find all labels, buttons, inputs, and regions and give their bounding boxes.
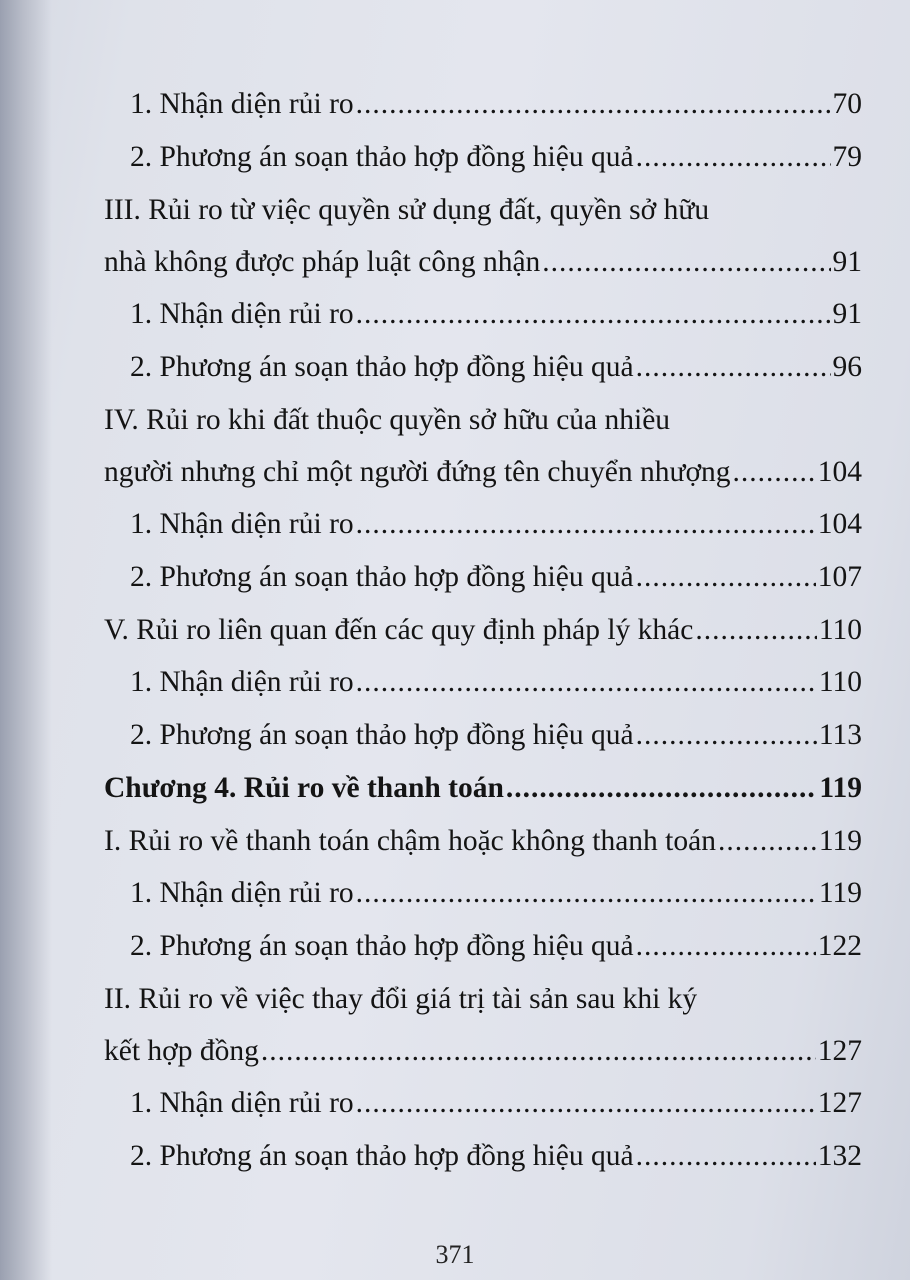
toc-entry-page-number: 127 xyxy=(817,1035,862,1067)
toc-entry-title: nhà không được pháp luật công nhận xyxy=(104,246,541,278)
dot-leader xyxy=(636,920,816,973)
toc-entry xyxy=(104,920,862,973)
toc-entry xyxy=(104,131,862,184)
dot-leader xyxy=(718,815,817,867)
dot-leader xyxy=(356,656,817,709)
dot-leader xyxy=(636,1130,816,1183)
toc-entry xyxy=(104,973,862,1077)
toc-entry xyxy=(104,656,862,709)
toc-entry-title: Chương 4. Rủi ro về thanh toán xyxy=(104,772,504,804)
toc-entry-page-number: 119 xyxy=(818,877,862,909)
toc-entry-title: 1. Nhận diện rủi ro xyxy=(130,877,354,909)
toc-entry-title: V. Rủi ro liên quan đến các quy định pháp lý khác xyxy=(104,614,694,646)
dot-leader xyxy=(356,1077,816,1130)
toc-entry-title: 2. Phương án soạn thảo hợp đồng hiệu quả xyxy=(130,561,634,593)
dot-leader xyxy=(695,604,817,656)
toc-entry-title: 1. Nhận diện rủi ro xyxy=(130,1087,354,1119)
table-of-contents xyxy=(104,78,862,1183)
toc-entry-page-number: 119 xyxy=(818,825,862,857)
toc-entry-page-number: 91 xyxy=(832,298,862,330)
toc-entry-page-number: 107 xyxy=(817,561,862,593)
toc-entry-title: 2. Phương án soạn thảo hợp đồng hiệu quả xyxy=(130,719,634,751)
toc-entry-title: 1. Nhận diện rủi ro xyxy=(130,298,354,330)
toc-entry xyxy=(104,762,862,815)
dot-leader xyxy=(636,551,816,604)
toc-entry-page-number: 119 xyxy=(819,772,862,804)
toc-entry-title: kết hợp đồng xyxy=(104,1035,259,1067)
dot-leader xyxy=(636,709,817,762)
toc-entry-title: 1. Nhận diện rủi ro xyxy=(130,508,354,540)
toc-entry-page-number: 110 xyxy=(818,614,862,646)
toc-entry xyxy=(104,78,862,131)
toc-entry xyxy=(104,498,862,551)
dot-leader xyxy=(356,867,817,920)
toc-entry xyxy=(104,604,862,656)
toc-entry xyxy=(104,1077,862,1130)
toc-entry-page-number: 113 xyxy=(818,719,862,751)
toc-entry xyxy=(104,184,862,288)
toc-entry-title: 1. Nhận diện rủi ro xyxy=(130,88,354,120)
toc-entry xyxy=(104,394,862,498)
toc-entry-page-number: 122 xyxy=(817,930,862,962)
dot-leader xyxy=(356,288,831,341)
toc-entry-page-number: 104 xyxy=(817,508,862,540)
toc-entry-title: I. Rủi ro về thanh toán chậm hoặc không thanh toán xyxy=(104,825,716,857)
toc-entry-page-number: 104 xyxy=(817,456,862,488)
toc-entry-page-number: 96 xyxy=(832,351,862,383)
toc-entry-page-number: 132 xyxy=(817,1140,862,1172)
dot-leader xyxy=(733,446,816,498)
toc-entry-page-number: 110 xyxy=(818,666,862,698)
dot-leader xyxy=(261,1025,816,1077)
dot-leader xyxy=(636,131,831,184)
page-number: 371 xyxy=(435,1240,475,1269)
toc-entry xyxy=(104,815,862,867)
toc-entry-title: người nhưng chỉ một người đứng tên chuyển nhượng xyxy=(104,456,731,488)
toc-entry xyxy=(104,288,862,341)
toc-entry-title: 1. Nhận diện rủi ro xyxy=(130,666,354,698)
dot-leader xyxy=(506,762,818,815)
toc-entry-title-line: II. Rủi ro về việc thay đổi giá trị tài sản sau khi ký xyxy=(104,983,698,1015)
toc-entry-title-line: III. Rủi ro từ việc quyền sử dụng đất, quyền sở hữu xyxy=(104,194,710,226)
toc-entry-title: 2. Phương án soạn thảo hợp đồng hiệu quả xyxy=(130,1140,634,1172)
toc-entry xyxy=(104,1130,862,1183)
toc-entry xyxy=(104,551,862,604)
toc-entry-title: 2. Phương án soạn thảo hợp đồng hiệu quả xyxy=(130,930,634,962)
dot-leader xyxy=(356,78,831,131)
dot-leader xyxy=(356,498,816,551)
toc-entry xyxy=(104,867,862,920)
toc-entry xyxy=(104,709,862,762)
toc-entry-page-number: 91 xyxy=(832,246,862,278)
toc-entry-title: 2. Phương án soạn thảo hợp đồng hiệu quả xyxy=(130,351,634,383)
toc-entry-title: 2. Phương án soạn thảo hợp đồng hiệu quả xyxy=(130,141,634,173)
dot-leader xyxy=(542,236,830,288)
toc-entry-page-number: 127 xyxy=(817,1087,862,1119)
toc-entry-title-line: IV. Rủi ro khi đất thuộc quyền sở hữu của nhiều xyxy=(104,404,671,436)
toc-entry-page-number: 79 xyxy=(832,141,862,173)
toc-entry-page-number: 70 xyxy=(832,88,862,120)
toc-entry xyxy=(104,341,862,394)
dot-leader xyxy=(636,341,831,394)
spine-shadow xyxy=(0,0,52,1280)
